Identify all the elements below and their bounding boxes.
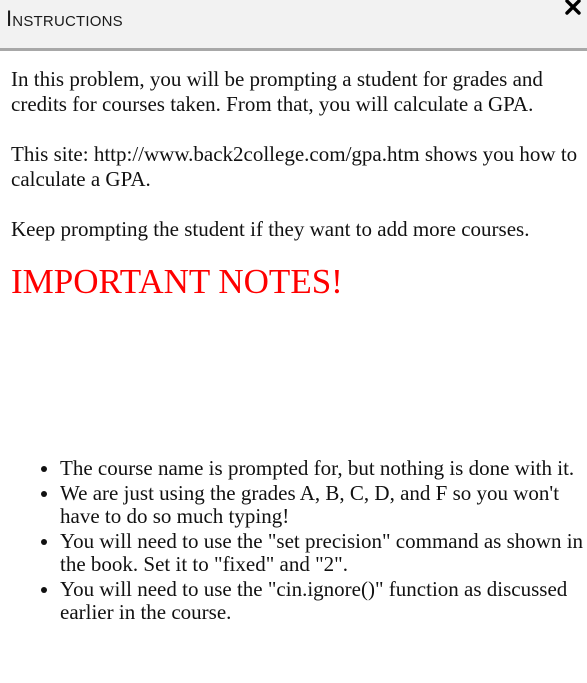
dialog-title: Instructions	[6, 6, 123, 31]
dialog-header	[0, 0, 587, 51]
instructions-body	[11, 67, 587, 303]
list-item: • You will need to use the "cin.ignore()" function as discussed earlier in the course.	[60, 578, 587, 624]
list-item: • The course name is prompted for, but nothing is done with it.	[60, 457, 587, 480]
close-icon-graphic	[563, 0, 583, 17]
list-item: • You will need to use the "set precision" command as shown in the book. Set it to "fixed" and "2".	[60, 530, 587, 576]
paragraph-site: This site: http://www.back2college.com/gpa.htm shows you how to calculate a GPA.	[11, 142, 578, 191]
important-notes-heading: IMPORTANT NOTES!	[11, 262, 343, 301]
close-icon[interactable]	[563, 0, 583, 17]
paragraph-intro: In this problem, you will be prompting a student for grades and credits for courses taken. From that, you will calculate a GPA.	[11, 67, 543, 116]
notes-list	[38, 457, 587, 626]
list-item: • We are just using the grades A, B, C, D, and F so you won't have to do so much typing!	[60, 482, 587, 528]
paragraph-prompting: Keep prompting the student if they want to add more courses.	[11, 217, 530, 241]
